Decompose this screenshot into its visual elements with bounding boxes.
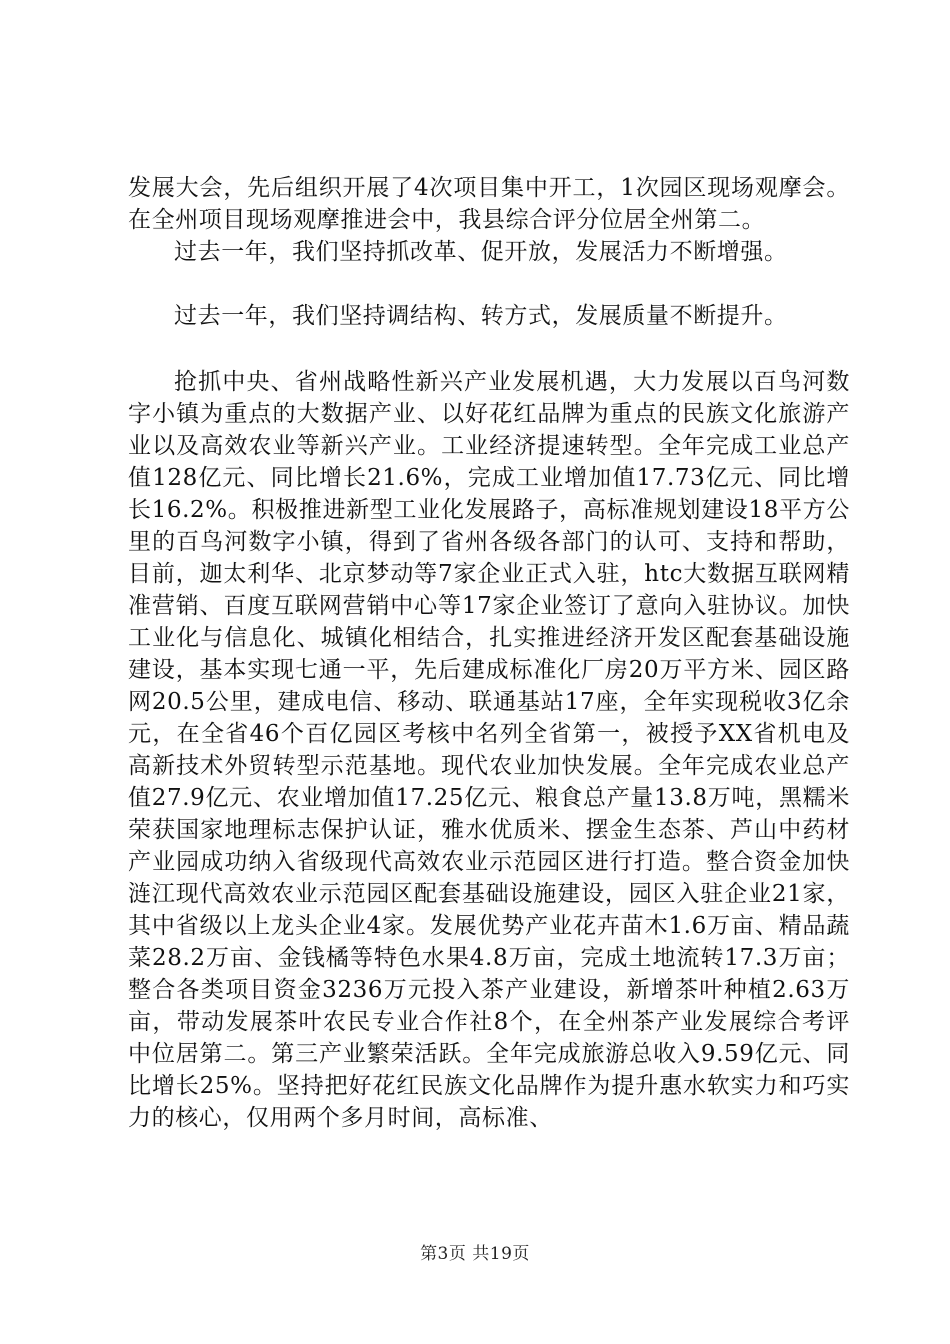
document-body [128, 172, 850, 1134]
paragraph-reform: 过去一年，我们坚持抓改革、促开放，发展活力不断增强。 [174, 239, 788, 265]
page-number-footer: 第3页 共19页 [420, 1244, 530, 1264]
paragraph-continuation: 发展大会，先后组织开展了4次项目集中开工，1次园区现场观摩会。在全州项目现场观摩推进会中，我县综合评分位居全州第二。 [128, 175, 850, 233]
paragraph-industry: 抢抓中央、省州战略性新兴产业发展机遇，大力发展以百鸟河数字小镇为重点的大数据产业、以好花红品牌为重点的民族文化旅游产业以及高效农业等新兴产业。工业经济提速转型。全年完成工业总产值128亿元、同比增长21.6%，完成工业增加值17.73亿元、同比增长16.2%。积极推进新型工业化发展路子，高标准规划建设18平方公里的百鸟河数字小镇，得到了省州各级各部门的认可、支持和帮助，目前，迦太利华、北京梦动等7家企业正式入驻，htc大数据互联网精准营销、百度互联网营销中心等17家企业签订了意向入驻协议。加快工业化与信息化、城镇化相结合，扎实推进经济开发区配套基础设施建设，基本实现七通一平，先后建成标准化厂房20万平方米、园区路网20.5公里，建成电信、移动、联通基站17座，全年实现税收3亿余元，在全省46个百亿园区考核中名列全省第一，被授予XX省机电及高新技术外贸转型示范基地。现代农业加快发展。全年完成农业总产值27.9亿元、农业增加值17.25亿元、粮食总产量13.8万吨，黑糯米荣获国家地理标志保护认证，雅水优质米、摆金生态茶、芦山中药材产业园成功纳入省级现代高效农业示范园区进行打造。整合资金加快涟江现代高效农业示范园区配套基础设施建设，园区入驻企业21家，其中省级以上龙头企业4家。发展优势产业花卉苗木1.6万亩、精品蔬菜28.2万亩、金钱橘等特色水果4.8万亩，完成土地流转17.3万亩；整合各类项目资金3236万元投入茶产业建设，新增茶叶种植2.63万亩，带动发展茶叶农民专业合作社8个，在全州茶产业发展综合考评中位居第二。第三产业繁荣活跃。全年完成旅游总收入9.59亿元、同比增长25%。坚持把好花红民族文化品牌作为提升惠水软实力和巧实力的核心，仅用两个多月时间，高标准、 [128, 369, 850, 1131]
paragraph-structure: 过去一年，我们坚持调结构、转方式，发展质量不断提升。 [174, 303, 788, 329]
